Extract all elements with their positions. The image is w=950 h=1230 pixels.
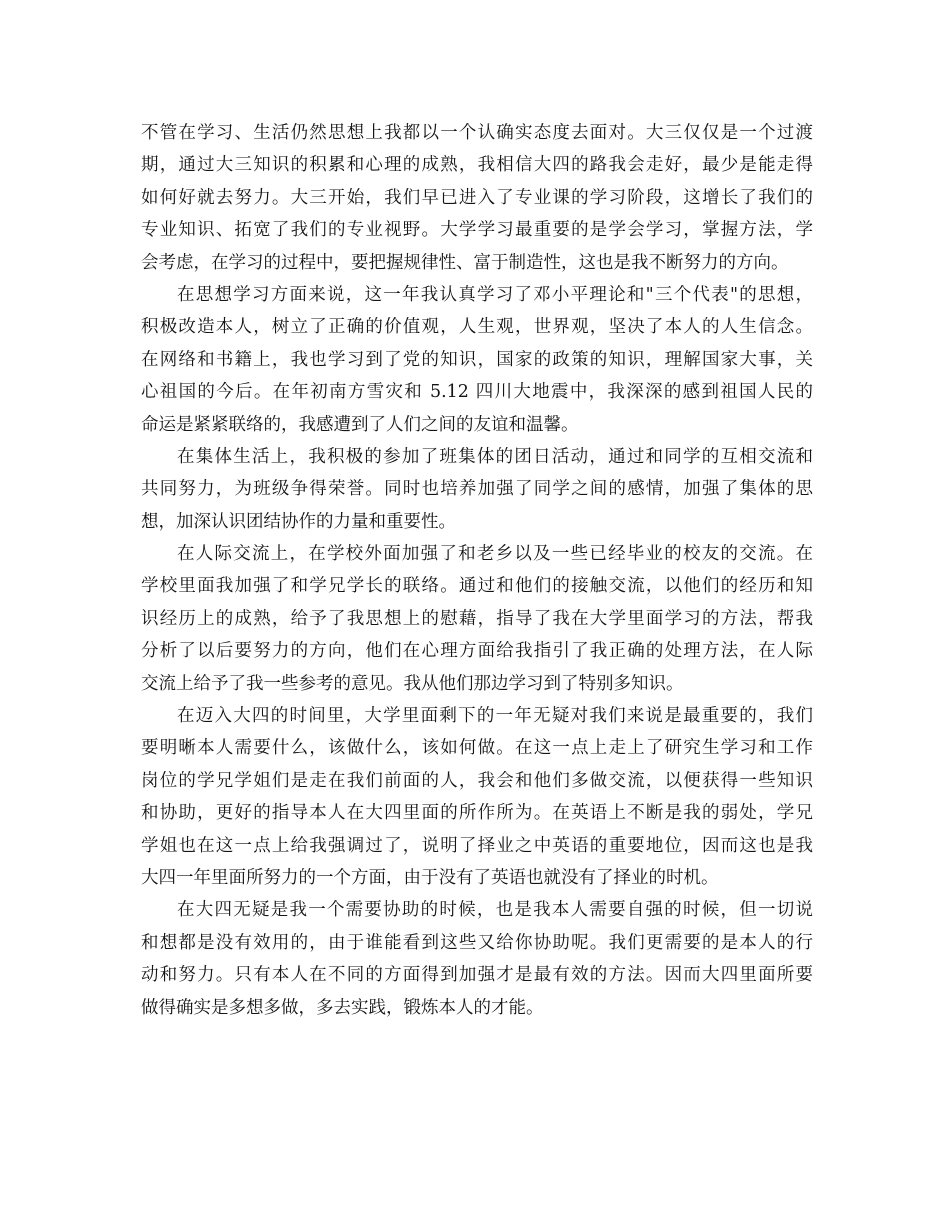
text-line: 在人际交流上，在学校外面加强了和老乡以及一些已经毕业的校友的交流。在 [177, 544, 813, 565]
paragraph-senior-year [141, 700, 813, 894]
text-line: 分析了以后要努力的方向，他们在心理方面给我指引了我正确的处理方法，在人际 [141, 641, 813, 662]
text-line: 在集体生活上，我积极的参加了班集体的团日活动，通过和同学的互相交流和 [177, 446, 813, 467]
paragraph-self-improvement [141, 894, 813, 1024]
text-line: 大四一年里面所努力的一个方面，由于没有了英语也就没有了择业的时机。 [141, 867, 719, 888]
text-line: 积极改造本人，树立了正确的价值观，人生观，世界观，坚决了本人的人生信念。 [141, 317, 813, 338]
text-line: 在大四无疑是我一个需要协助的时候，也是我本人需要自强的时候，但一切说 [177, 900, 813, 921]
text-line: 在迈入大四的时间里，大学里面剩下的一年无疑对我们来说是最重要的，我们 [177, 706, 813, 727]
paragraph-collective-life [141, 441, 813, 538]
text-line: 想，加深认识团结协作的力量和重要性。 [141, 511, 456, 532]
text-line: 心祖国的今后。在年初南方雪灾和 5.12 四川大地震中，我深深的感到祖国人民的 [141, 382, 813, 403]
text-line: 识经历上的成熟，给予了我思想上的慰藉，指导了我在大学里面学习的方法，帮我 [141, 608, 813, 629]
document-body [141, 117, 813, 1024]
text-line: 交流上给予了我一些参考的意见。我从他们那边学习到了特别多知识。 [141, 673, 684, 694]
paragraph-interpersonal [141, 538, 813, 700]
text-line: 不管在学习、生活仍然思想上我都以一个认确实态度去面对。大三仅仅是一个过渡 [141, 123, 813, 143]
text-line: 如何好就去努力。大三开始，我们早已进入了专业课的学习阶段，这增长了我们的 [141, 187, 813, 208]
text-line: 学姐也在这一点上给我强调过了，说明了择业之中英语的重要地位，因而这也是我 [141, 835, 813, 856]
paragraph-study-attitude [141, 117, 813, 279]
paragraph-ideology [141, 279, 813, 441]
text-line: 动和努力。只有本人在不同的方面得到加强才是最有效的方法。因而大四里面所要 [141, 965, 813, 986]
text-line: 在思想学习方面来说，这一年我认真学习了邓小平理论和"三个代表"的思想， [177, 284, 813, 305]
text-line: 做得确实是多想多做，多去实践，锻炼本人的才能。 [141, 997, 544, 1018]
text-line: 期，通过大三知识的积累和心理的成熟，我相信大四的路我会走好，最少是能走得 [141, 155, 813, 176]
text-line: 和想都是没有效用的，由于谁能看到这些又给你协助呢。我们更需要的是本人的行 [141, 932, 813, 953]
text-line: 学校里面我加强了和学兄学长的联络。通过和他们的接触交流，以他们的经历和知 [141, 576, 813, 597]
text-line: 要明晰本人需要什么，该做什么，该如何做。在这一点上走上了研究生学习和工作 [141, 738, 813, 759]
text-line: 共同努力，为班级争得荣誉。同时也培养加强了同学之间的感情，加强了集体的思 [141, 479, 813, 500]
text-line: 命运是紧紧联络的，我感遭到了人们之间的友谊和温馨。 [141, 414, 579, 435]
text-line: 岗位的学兄学姐们是走在我们前面的人，我会和他们多做交流，以便获得一些知识 [141, 770, 813, 791]
text-line: 和协助，更好的指导本人在大四里面的所作所为。在英语上不断是我的弱处，学兄 [141, 803, 813, 824]
text-line: 在网络和书籍上，我也学习到了党的知识，国家的政策的知识，理解国家大事，关 [141, 349, 813, 370]
text-line: 会考虑，在学习的过程中，要把握规律性、富于制造性，这也是我不断努力的方向。 [141, 252, 789, 273]
text-line: 专业知识、拓宽了我们的专业视野。大学学习最重要的是学会学习，掌握方法，学 [141, 220, 813, 241]
